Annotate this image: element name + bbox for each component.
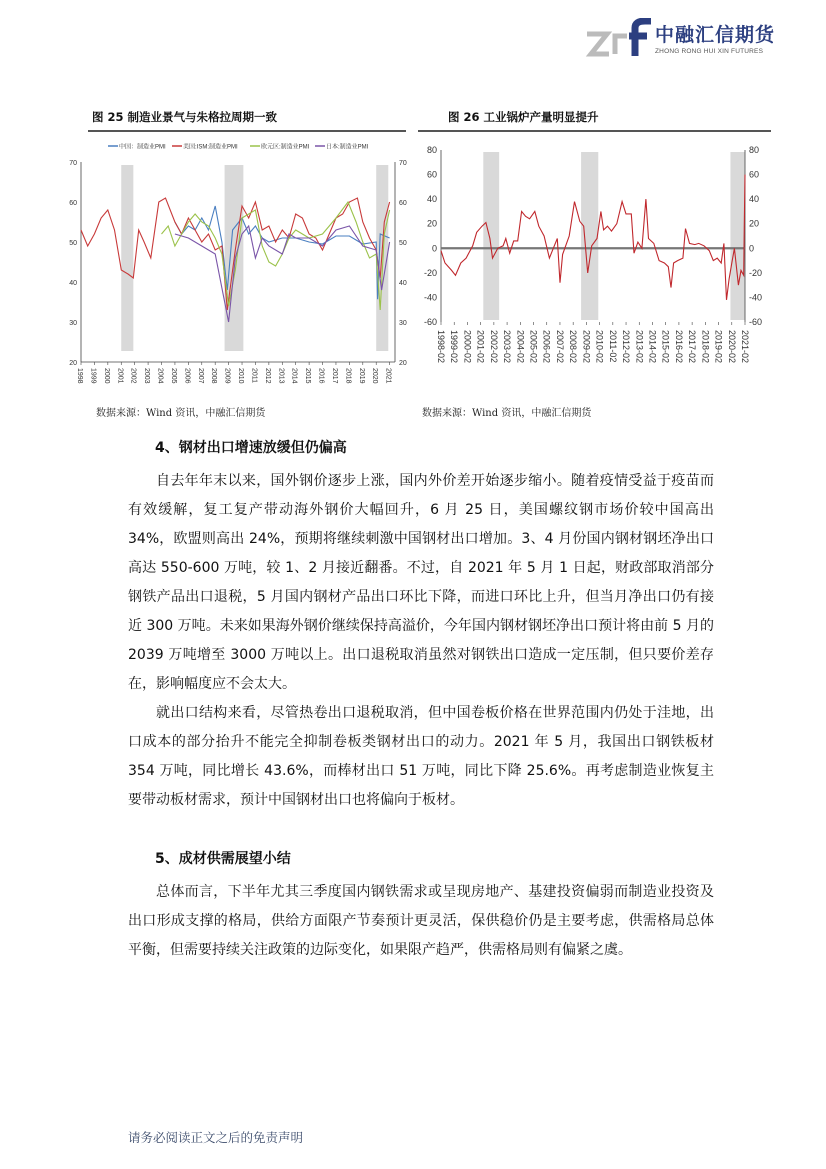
y-tick-label-left: 50 [69, 240, 77, 247]
company-logo [585, 18, 780, 60]
zrf-logo-mark-icon [585, 18, 653, 60]
x-tick-label: 2020-02 [726, 330, 737, 364]
x-tick-label: 2013 [277, 368, 285, 384]
y-tick-label-left: 20 [69, 360, 77, 367]
x-tick-label: 2021-02 [740, 330, 750, 364]
section-4-paragraph: 自去年年末以来，国外钢价逐步上涨，国内外价差开始逐步缩小。随着疫情受益于疫苗而有效缓解，复工复产带动海外钢价大幅回升，6 月 25 日，美国螺纹钢市场价较中国高出 34%，欧盟则高出 24%，预期将继续刺激中国钢材出口增加。3、4 月份国内钢材钢坯净出口高达 550-600 万吨，较 1、2 月接近翻番。不过，自 2021 年 5 月 1 日起，财政部取消部分钢铁产品出口退税，5 月国内钢材产品出口环比下降，而进口环比上升，但当月净出口仍有接近 300 万吨。未来如果海外钢价继续保持高溢价，今年国内钢材钢坯净出口预计将由前 5 月的 2039 万吨增至 3000 万吨以上。出口退税取消虽然对钢铁出口造成一定压制，但只要价差存在，影响幅度应不会太大。 [128, 473, 714, 692]
y-tick-label-right: 50 [399, 240, 407, 247]
y-tick-label-right: 60 [749, 169, 760, 180]
x-tick-label: 2006 [183, 368, 191, 384]
y-tick-label-left: -20 [423, 267, 437, 278]
chart-pmi [60, 134, 415, 396]
x-tick-label: 2019 [357, 368, 365, 384]
y-tick-label-right: 20 [399, 360, 407, 367]
y-tick-label-left: 70 [69, 160, 77, 167]
y-tick-label-left: 40 [426, 194, 437, 205]
x-tick-label: 2005 [169, 368, 177, 384]
x-tick-label: 2015-02 [660, 330, 671, 364]
x-tick-label: 2015 [304, 368, 312, 384]
logo-chinese-name: 中融汇信期货 [655, 24, 776, 46]
legend-label: 日本:制造业PMI [326, 144, 369, 151]
x-tick-label: 2003-02 [502, 330, 513, 364]
section-5-heading: 5、成材供需展望小结 [155, 851, 291, 867]
y-tick-label-left: 0 [431, 243, 437, 254]
y-tick-label-left: -60 [423, 317, 437, 327]
logo-english-name: ZHONG RONG HUI XIN FUTURES [655, 48, 764, 55]
figure-26-source: 数据来源：Wind 资讯，中融汇信期货 [422, 408, 592, 419]
x-tick-label: 2011 [250, 368, 258, 384]
x-tick-label: 2021 [384, 368, 392, 384]
x-tick-label: 2000 [102, 368, 110, 384]
x-tick-label: 2007-02 [554, 330, 565, 364]
x-tick-label: 2001 [116, 368, 124, 384]
x-tick-label: 2005-02 [528, 330, 539, 364]
legend-label: 欧元区:制造业PMI [261, 144, 310, 151]
y-tick-label-left: 20 [426, 218, 437, 229]
x-tick-label: 1998-02 [436, 330, 446, 364]
recession-shading [730, 152, 745, 320]
figure-25-title: 图 25 制造业景气与朱格拉周期一致 [92, 110, 278, 124]
x-tick-label: 2009 [223, 368, 231, 384]
x-tick-label: 1999-02 [449, 330, 460, 364]
x-tick-label: 2002-02 [488, 330, 499, 364]
x-tick-label: 2000-02 [462, 330, 473, 364]
y-tick-label-right: 0 [749, 243, 755, 254]
x-tick-label: 2017-02 [687, 330, 698, 364]
x-tick-label: 1998 [76, 368, 83, 384]
y-tick-label-left: 80 [426, 145, 437, 155]
y-tick-label-right: 80 [749, 145, 760, 155]
x-tick-label: 2018-02 [700, 330, 711, 364]
x-tick-label: 2010 [237, 368, 245, 384]
section-4-heading: 4、钢材出口增速放缓但仍偏高 [155, 440, 347, 456]
x-tick-label: 2018 [344, 368, 352, 384]
chart-boiler-output [415, 134, 775, 396]
x-tick-label: 2007 [196, 368, 204, 384]
y-tick-label-left: 30 [69, 320, 77, 327]
figure-26-divider [418, 130, 771, 132]
section-4-paragraph: 就出口结构来看，尽管热卷出口退税取消，但中国卷板价格在世界范围内仍处于洼地，出口成本的部分抬升不能完全抑制卷板类钢材出口的动力。2021 年 5 月，我国出口钢铁板材 354 万吨，同比增长 43.6%，而棒材出口 51 万吨，同比下降 25.6%。再考虑制造业恢复主要带动板材需求，预计中国钢材出口也将偏向于板材。 [128, 705, 714, 808]
figure-25-divider [88, 130, 406, 132]
x-tick-label: 2002 [129, 368, 137, 384]
x-tick-label: 2006-02 [541, 330, 552, 364]
x-tick-label: 2013-02 [634, 330, 645, 364]
recession-shading [121, 165, 133, 351]
y-tick-label-left: 60 [426, 169, 437, 180]
x-tick-label: 2019-02 [713, 330, 724, 364]
legend-label: 中国：制造业PMI [119, 144, 166, 151]
x-tick-label: 2011-02 [607, 330, 618, 363]
x-tick-label: 2014 [290, 368, 298, 384]
legend-label: 美国:ISM:制造业PMI [183, 144, 238, 151]
x-tick-label: 2009-02 [581, 330, 592, 364]
section-5-paragraph: 总体而言，下半年尤其三季度国内钢铁需求或呈现房地产、基建投资偏弱而制造业投资及出口形成支撑的格局，供给方面限产节奏预计更灵活，保供稳价仍是主要考虑，供需格局总体平衡，但需要持续关注政策的边际变化，如果限产趋严，供需格局则有偏紧之虞。 [128, 884, 714, 958]
y-tick-label-left: 40 [69, 280, 77, 287]
x-tick-label: 2020 [371, 368, 379, 384]
figure-25-source: 数据来源：Wind 资讯，中融汇信期货 [96, 408, 266, 419]
x-tick-label: 2014-02 [647, 330, 658, 364]
y-tick-label-right: -60 [749, 317, 763, 327]
y-tick-label-right: -40 [749, 292, 763, 303]
y-tick-label-left: 60 [69, 200, 77, 207]
y-tick-label-right: 60 [399, 200, 407, 207]
y-tick-label-left: -40 [423, 292, 437, 303]
x-tick-label: 2001-02 [475, 330, 486, 364]
disclaimer-footer: 请务必阅读正文之后的免责声明 [128, 1130, 304, 1145]
article-body [128, 437, 714, 965]
y-tick-label-right: -20 [749, 267, 763, 278]
x-tick-label: 1999 [89, 368, 97, 384]
y-tick-label-right: 40 [399, 280, 407, 287]
series-line [162, 202, 390, 310]
recession-shading [581, 152, 598, 320]
x-tick-label: 2003 [143, 368, 151, 384]
x-tick-label: 2004 [156, 368, 164, 384]
y-tick-label-right: 40 [749, 194, 760, 205]
y-tick-label-right: 20 [749, 218, 760, 229]
x-tick-label: 2008-02 [568, 330, 579, 364]
x-tick-label: 2016-02 [673, 330, 684, 364]
y-tick-label-right: 70 [399, 160, 407, 167]
x-tick-label: 2010-02 [594, 330, 605, 364]
figure-26-title: 图 26 工业锅炉产量明显提升 [448, 110, 599, 124]
y-tick-label-right: 30 [399, 320, 407, 327]
x-tick-label: 2012 [263, 368, 271, 384]
recession-shading [483, 152, 499, 320]
x-tick-label: 2008 [210, 368, 218, 384]
x-tick-label: 2017 [330, 368, 338, 384]
x-tick-label: 2012-02 [621, 330, 632, 364]
x-tick-label: 2016 [317, 368, 325, 384]
x-tick-label: 2004-02 [515, 330, 526, 364]
